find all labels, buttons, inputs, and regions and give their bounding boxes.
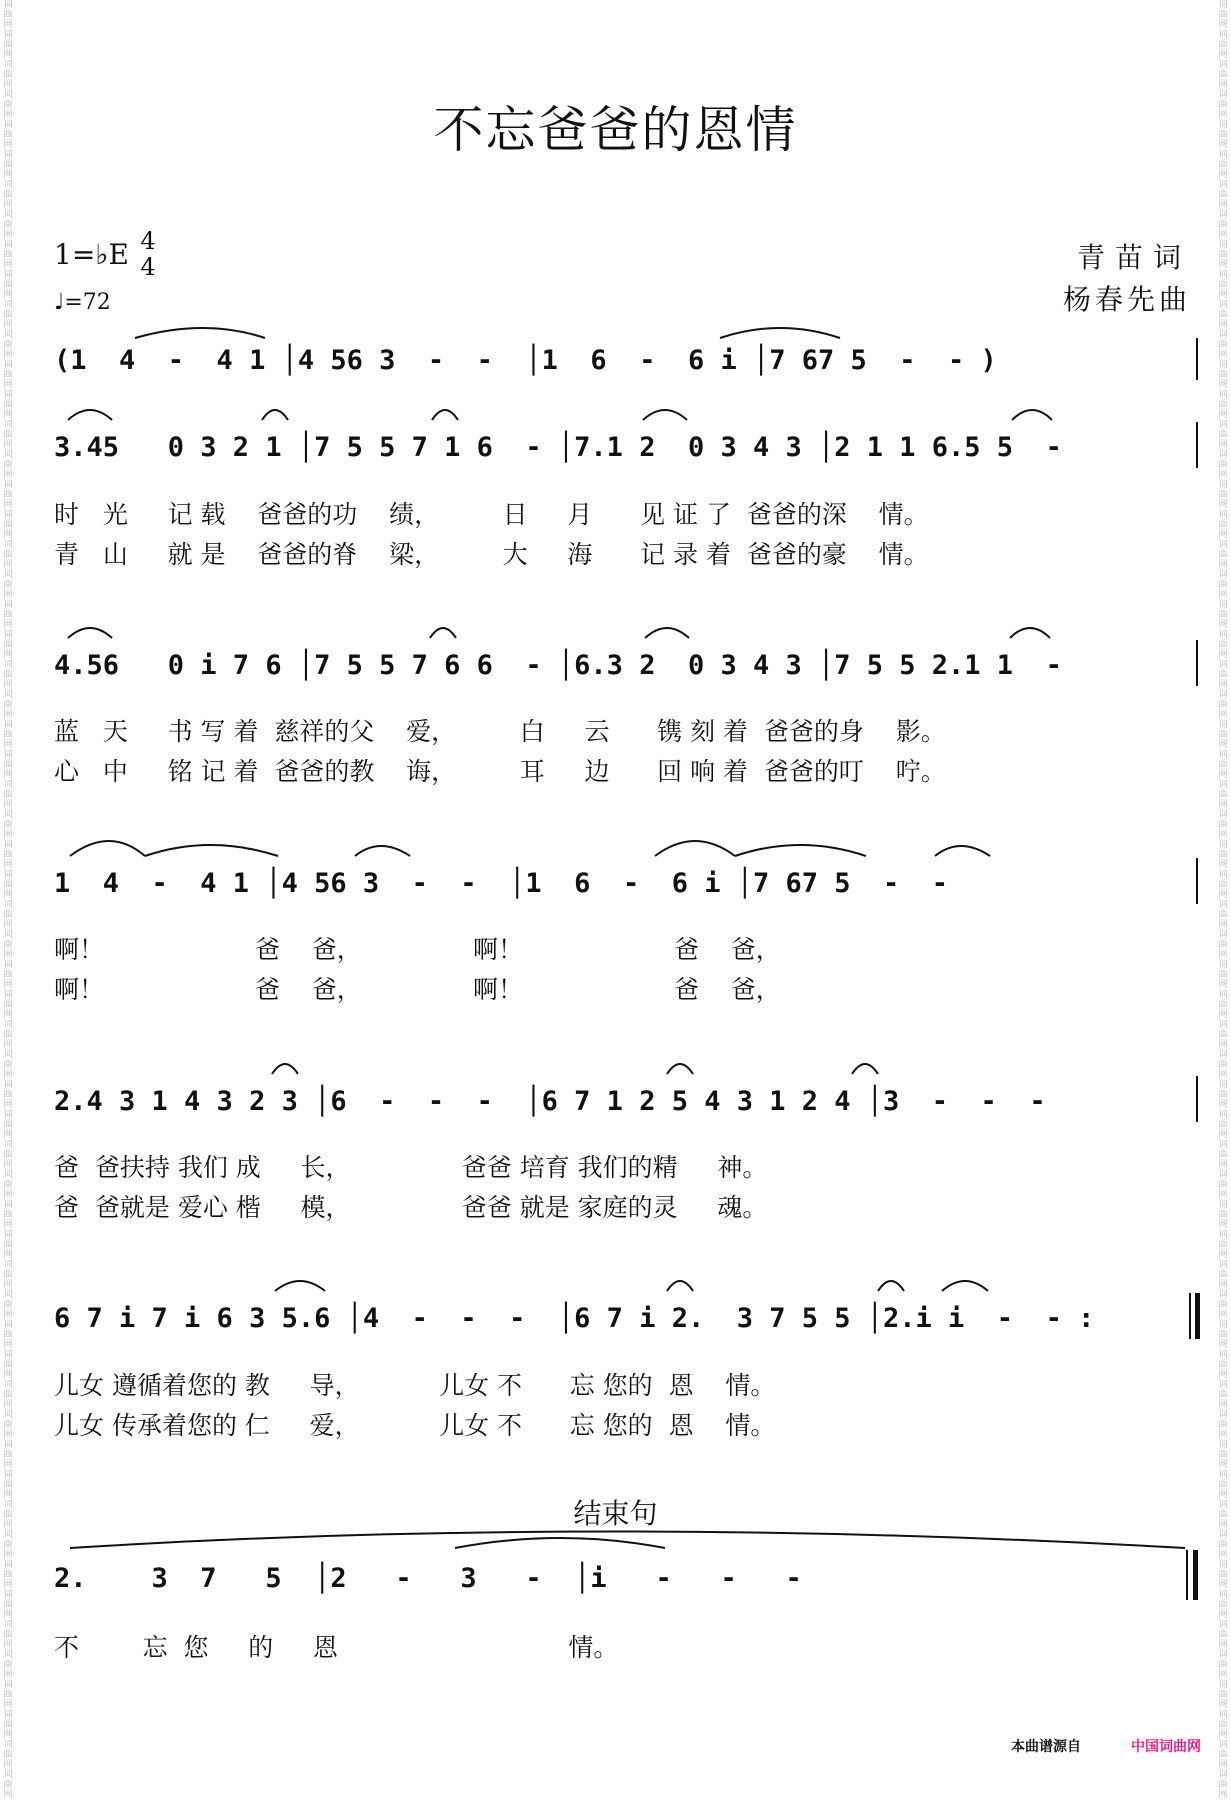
slur <box>355 846 410 856</box>
slur <box>667 1064 693 1074</box>
slur <box>1010 628 1050 638</box>
time-signature-bottom: 4 <box>140 253 156 281</box>
slur <box>70 1532 1185 1549</box>
lyric-row-5-verse-2: 儿女 传承着您的 仁 爱， 儿女 不 忘 您的 恩 情。 <box>54 1411 776 1440</box>
slur <box>645 628 689 638</box>
slur <box>720 328 840 338</box>
slur <box>135 328 265 338</box>
time-signature-top: 4 <box>140 227 156 255</box>
notation-row-4: 2.4 3 1 4 3 2 3 │6 - - - │6 7 1 2 5 4 3 1 2 4 │3 - - - <box>54 1086 1046 1117</box>
slur <box>935 846 990 856</box>
slur <box>1012 410 1052 420</box>
slur <box>432 410 458 420</box>
lyric-row-4-verse-2: 爸 爸就是 爱心 楷 模， 爸爸 就是 家庭的灵 魂。 <box>54 1193 768 1222</box>
lyricist-credit: 青苗词 <box>1076 241 1191 274</box>
lyric-row-coda: 不 忘 您 的 恩 情。 <box>54 1633 619 1662</box>
slur <box>455 1538 665 1548</box>
composer-credit: 杨春先曲 <box>1062 283 1191 316</box>
notation-row-3: 1 4 - 4 1 │4 56 3 - - │1 6 - 6 i │7 67 5 - - <box>54 868 949 899</box>
slur <box>145 845 278 856</box>
slur <box>430 628 456 638</box>
notation-row-intro: (1 4 - 4 1 │4 56 3 - - │1 6 - 6 i │7 67 5 - - ) <box>54 345 997 376</box>
lyric-row-3-verse-2: 啊！ 爸 爸， 啊！ 爸 爸， <box>54 975 781 1004</box>
notation-row-1: 3.45 0 3 2 1 │7 5 5 7 1 6 - │7.1 2 0 3 4 3 │2 1 1 6.5 5 - <box>54 432 1062 463</box>
lyric-row-2-verse-2: 心 中 铭 记 着 爸爸的教 诲， 耳 边 回 响 着 爸爸的叮 咛。 <box>54 757 946 786</box>
slur <box>68 410 112 420</box>
notation-row-2: 4.56 0 i 7 6 │7 5 5 7 6 6 - │6.3 2 0 3 4 3 │7 5 5 2.1 1 - <box>54 650 1062 681</box>
song-title: 不忘爸爸的恩情 <box>433 101 798 159</box>
slur <box>68 628 112 638</box>
slur <box>262 410 288 420</box>
slur <box>735 845 866 856</box>
slur <box>942 1281 988 1291</box>
slur <box>70 841 145 856</box>
notation-row-coda: 2. 3 7 5 │2 - 3 - │i - - - <box>54 1563 802 1594</box>
lyric-row-2-verse-1: 蓝 天 书 写 着 慈祥的父 爱， 白 云 镌 刻 着 爸爸的身 影。 <box>54 717 946 746</box>
lyric-row-4-verse-1: 爸 爸扶持 我们 成 长， 爸爸 培育 我们的精 神。 <box>54 1153 768 1182</box>
lyric-row-1-verse-1: 时 光 记 载 爸爸的功 绩， 日 月 见 证 了 爸爸的深 情。 <box>54 500 929 529</box>
footer-site-link[interactable]: 中国词曲网 <box>1131 1739 1201 1755</box>
key-signature: 1=♭E <box>54 238 129 271</box>
slur <box>643 410 687 420</box>
lyric-row-3-verse-1: 啊！ 爸 爸， 啊！ 爸 爸， <box>54 935 781 964</box>
watermark-strip-right: 词曲网词曲网词曲网词曲网词曲网词曲网词曲网词曲网词曲网词曲网词曲网词曲网词曲网词曲网词曲网词曲网词曲网词曲网词曲网词曲网词曲网词曲网词曲网词曲网词曲网词曲网词曲网词曲网词曲网词曲网词曲网词曲网词曲网词曲网词曲网词曲网词曲网词曲网词曲网词曲网词曲网词曲网词曲网词曲网词曲网词曲网词曲网词曲网词曲网词曲网词曲网词曲网词曲网词曲网词曲网词曲网词曲网词曲网词曲网词曲网 <box>1218 0 1228 1800</box>
slur <box>655 841 735 856</box>
notation-row-5: 6 7 i 7 i 6 3 5.6 │4 - - - │6 7 i 2. 3 7 5 5 │2.i i - - : <box>54 1303 1095 1334</box>
tempo-marking: ♩=72 <box>54 290 111 315</box>
slur <box>275 1281 325 1291</box>
lyric-row-5-verse-1: 儿女 遵循着您的 教 导， 儿女 不 忘 您的 恩 情。 <box>54 1371 776 1400</box>
slur <box>878 1281 904 1291</box>
coda-label: 结束句 <box>573 1497 658 1530</box>
slur <box>272 1064 298 1074</box>
slur <box>852 1064 878 1074</box>
lyric-row-1-verse-2: 青 山 就 是 爸爸的脊 梁， 大 海 记 录 着 爸爸的豪 情。 <box>54 540 929 569</box>
slur <box>667 1281 693 1291</box>
footer-source-label: 本曲谱源自 <box>1011 1739 1081 1755</box>
watermark-strip-left: 词曲网词曲网词曲网词曲网词曲网词曲网词曲网词曲网词曲网词曲网词曲网词曲网词曲网词曲网词曲网词曲网词曲网词曲网词曲网词曲网词曲网词曲网词曲网词曲网词曲网词曲网词曲网词曲网词曲网词曲网词曲网词曲网词曲网词曲网词曲网词曲网词曲网词曲网词曲网词曲网词曲网词曲网词曲网词曲网词曲网词曲网词曲网词曲网词曲网词曲网词曲网词曲网词曲网词曲网词曲网词曲网词曲网词曲网词曲网词曲网 <box>3 0 13 1800</box>
